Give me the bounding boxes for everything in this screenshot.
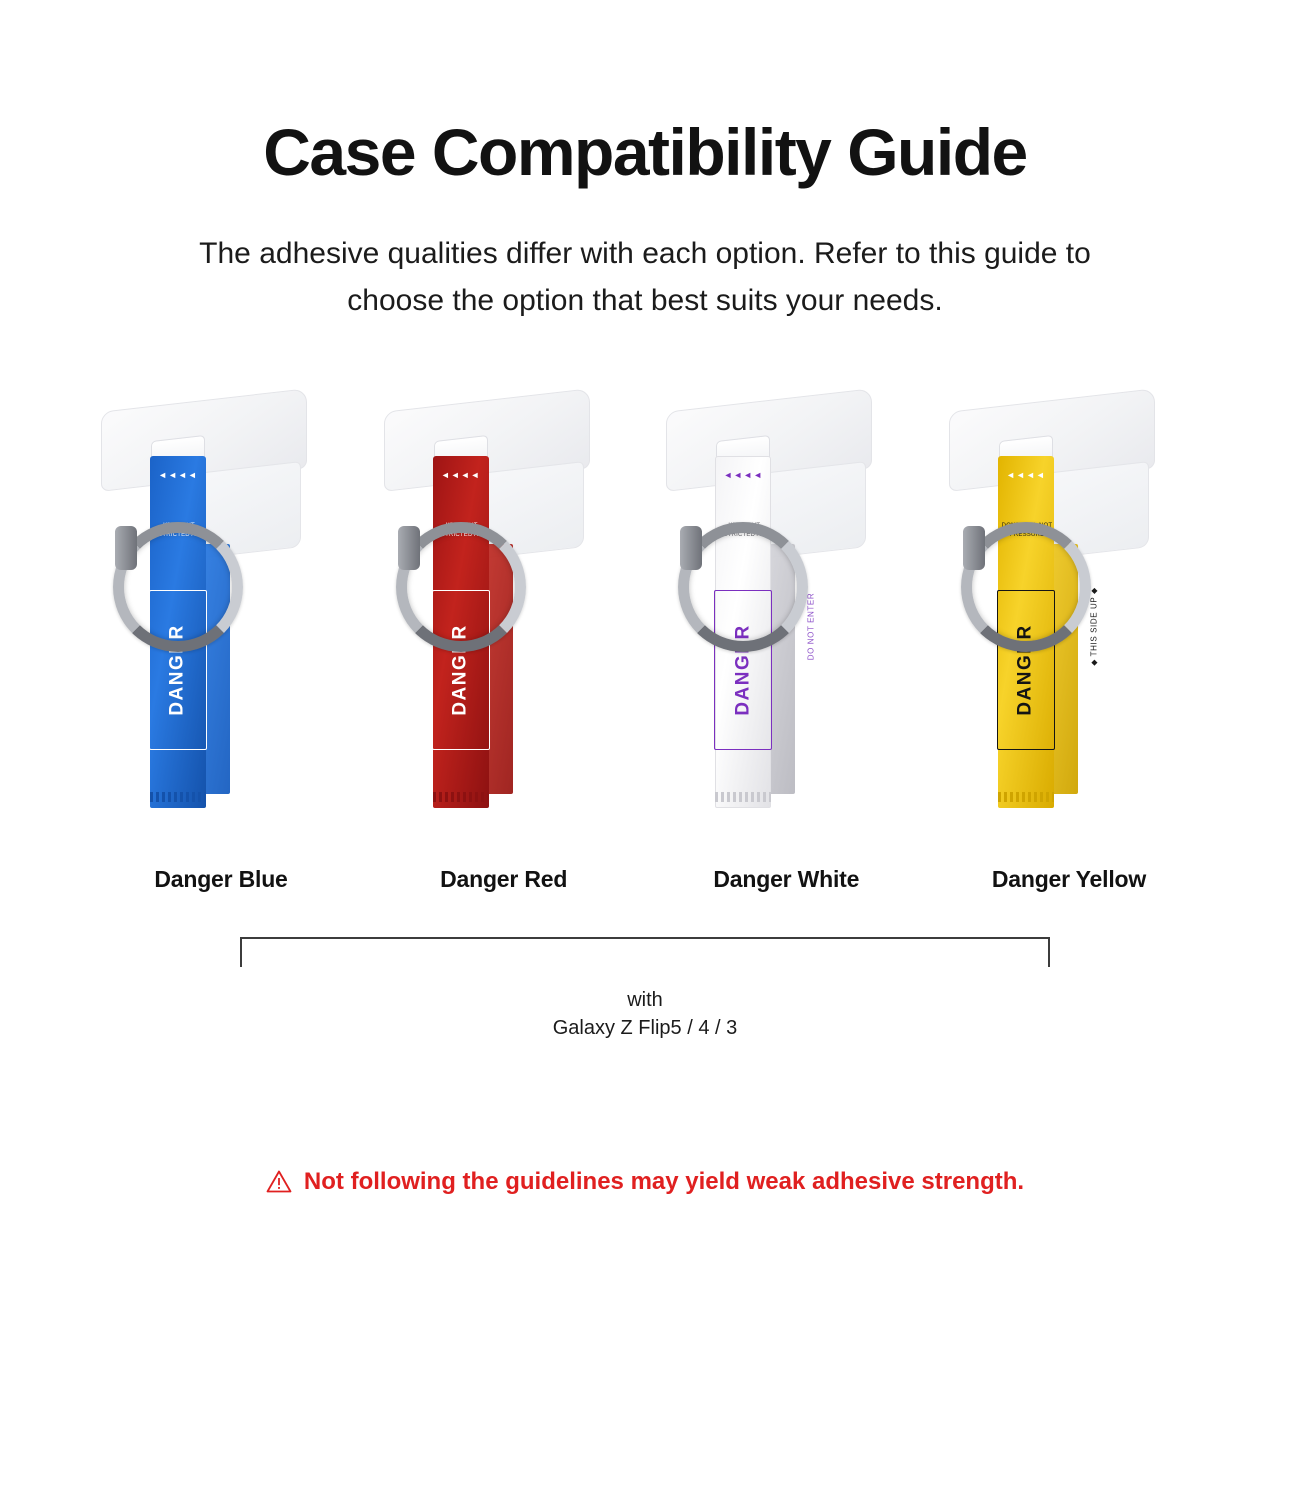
product-list	[95, 394, 1195, 893]
strap-do-not-enter-text: ◆ THIS SIDE UP ◆	[1089, 587, 1099, 667]
compatibility-bracket	[240, 937, 1050, 967]
strap-keep-out-text: DON'T FALL NOT PRESSURE	[1001, 523, 1053, 539]
strap-end	[715, 792, 771, 802]
product-danger-red[interactable]	[378, 394, 630, 893]
page-title: Case Compatibility Guide	[263, 115, 1027, 189]
strap-arrows: ◄◄◄◄	[158, 469, 198, 480]
product-image-danger-white	[660, 394, 912, 844]
strap-danger-text: DANGER	[732, 624, 754, 716]
product-image-danger-blue	[95, 394, 347, 844]
product-danger-yellow[interactable]	[943, 394, 1195, 893]
warning-text: Not following the guidelines may yield weak adhesive strength.	[303, 1168, 1025, 1196]
product-label-danger-blue: Danger Blue	[154, 866, 288, 893]
warning-note	[266, 1168, 1024, 1196]
ring-clasp	[115, 526, 137, 570]
strap-do-not-enter-text: DO NOT ENTER	[524, 593, 534, 661]
page-subtitle: The adhesive qualities differ with each option. Refer to this guide to choose the option that best suits your needs.	[199, 237, 1091, 317]
compatibility-with-label: with	[627, 989, 663, 1012]
product-image-danger-red	[378, 394, 630, 844]
strap-danger-text: DANGER	[449, 624, 471, 716]
compatibility-model: Galaxy Z Flip5 / 4 / 3	[552, 1017, 738, 1040]
product-label-danger-yellow: Danger Yellow	[991, 866, 1147, 893]
strap-keep-out-text: KEEP OUT RESTRICTED AREA	[149, 523, 209, 539]
product-danger-white[interactable]	[660, 394, 912, 893]
ring-clasp	[398, 526, 420, 570]
strap-keep-out-text: KEEP OUT RESTRICTED AREA	[432, 523, 492, 539]
compatibility-bracket-wrap	[95, 937, 1195, 967]
strap-danger-text: DANGER	[1014, 624, 1036, 716]
strap-do-not-enter-text: DO NOT ENTER	[806, 593, 816, 661]
strap-end	[998, 792, 1054, 802]
strap-end	[433, 792, 489, 802]
strap-do-not-enter-text: DO NOT ENTER	[241, 593, 251, 661]
strap-arrows: ◄◄◄◄	[1006, 469, 1046, 480]
product-danger-blue[interactable]	[95, 394, 347, 893]
product-image-danger-yellow	[943, 394, 1195, 844]
warning-triangle-icon	[266, 1169, 292, 1195]
ring-clasp	[963, 526, 985, 570]
product-label-danger-white: Danger White	[713, 866, 860, 893]
strap-end	[150, 792, 206, 802]
strap-arrows: ◄◄◄◄	[723, 469, 764, 480]
strap-keep-out-text: KEEP OUT RESTRICTED AREA	[714, 523, 774, 539]
strap-danger-text: DANGER	[167, 624, 188, 716]
strap-arrows: ◄◄◄◄	[440, 469, 481, 480]
ring-clasp	[680, 526, 702, 570]
product-label-danger-red: Danger Red	[440, 866, 568, 893]
